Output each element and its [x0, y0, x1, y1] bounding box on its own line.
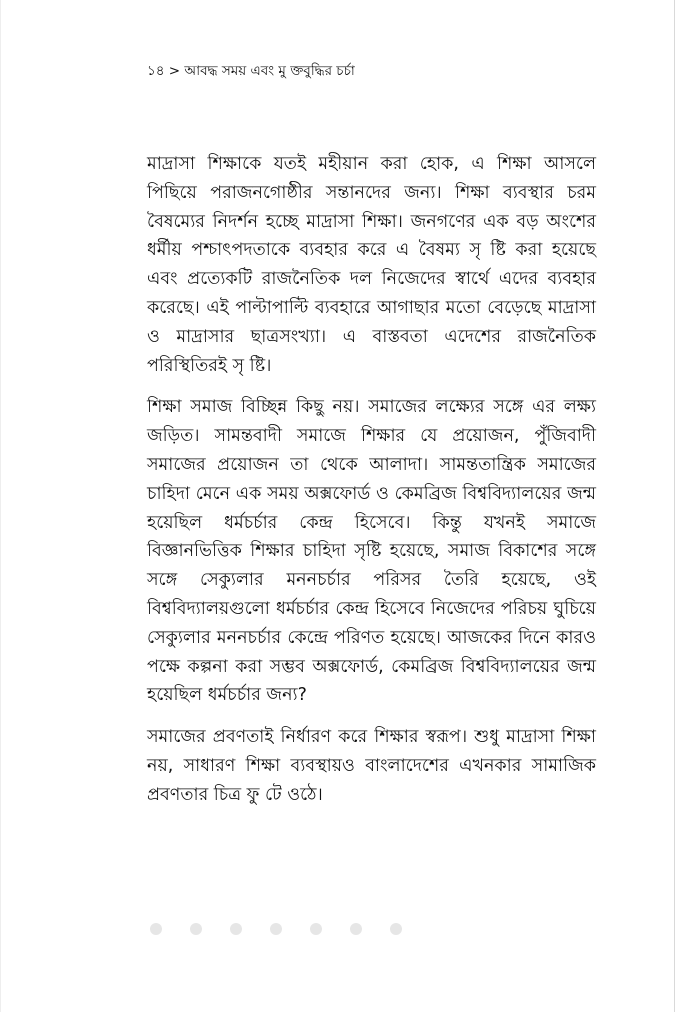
footer-dot [350, 923, 362, 935]
paragraph-1: মাদ্রাসা শিক্ষাকে যতই মহীয়ান করা হোক, এ শিক্ষা আসলে পিছিয়ে পরাজনগোষ্ঠীর সন্তানদের জন্য। শিক্ষা ব্যবস্থার চরম বৈষম্যের নিদর্শন হচ্ছে মাদ্রাসা শিক্ষা। জনগণের এক বড় অংশের ধর্মীয় পশ্চাৎপদতাকে ব্যবহার করে এ বৈষম্য সৃ ষ্টি করা হয়েছে এবং প্রত্যেকটি রাজনৈতিক দল নিজেদের স্বার্থে এদের ব্যবহার করেছে। এই পাল্টাপাল্টি ব্যবহারে আগাছার মতো বেড়েছে মাদ্রাসা ও মাদ্রাসার ছাত্রসংখ্যা। এ বাস্তবতা এদেশের রাজনৈতিক পরিস্থিতিরই সৃ ষ্টি। [147, 154, 596, 376]
footer-dot [390, 923, 402, 935]
body-text [147, 150, 596, 823]
paragraph-3: সমাজের প্রবণতাই নির্ধারণ করে শিক্ষার স্বরূপ। শুধু মাদ্রাসা শিক্ষা নয়, সাধারণ শিক্ষা ব্যবস্থায়ও বাংলাদেশের এখনকার সামাজিক প্রবণতার চিত্র ফু টে ওঠে। [147, 727, 596, 805]
footer-dot [230, 923, 242, 935]
footer-dot [270, 923, 282, 935]
footer-dot [150, 923, 162, 935]
running-header: ১৪ > আবদ্ধ সময় এবং মু ক্তবুদ্ধির চর্চা [147, 63, 355, 79]
footer-dot [190, 923, 202, 935]
footer-dot [310, 923, 322, 935]
paragraph-2: শিক্ষা সমাজ বিচ্ছিন্ন কিছু নয়। সমাজের লক্ষ্যের সঙ্গে এর লক্ষ্য জড়িত। সামন্তবাদী সমাজে শিক্ষার যে প্রয়োজন, পুঁজিবাদী সমাজের প্রয়োজন তা থেকে আলাদা। সামন্ততান্ত্রিক সমাজের চাহিদা মেনে এক সময় অক্সফোর্ড ও কেমব্রিজ বিশ্ববিদ্যালয়ের জন্ম হয়েছিল ধর্মচর্চার কেন্দ্র হিসেবে। কিন্তু যখনই সমাজে বিজ্ঞানভিত্তিক শিক্ষার চাহিদা সৃষ্টি হয়েছে, সমাজ বিকাশের সঙ্গে সঙ্গে সেক্যুলার মননচর্চার পরিসর তৈরি হয়েছে, ওই বিশ্ববিদ্যালয়গুলো ধর্মচর্চার কেন্দ্র হিসেবে নিজেদের পরিচয় ঘুচিয়ে সেক্যুলার মননচর্চার কেন্দ্রে পরিণত হয়েছে। আজকের দিনে কারও পক্ষে কল্পনা করা সম্ভব অক্সফোর্ড, কেমব্রিজ বিশ্ববিদ্যালয়ের জন্ম হয়েছিল ধর্মচর্চার জন্য? [147, 397, 596, 706]
page-footer-dots [150, 923, 402, 935]
